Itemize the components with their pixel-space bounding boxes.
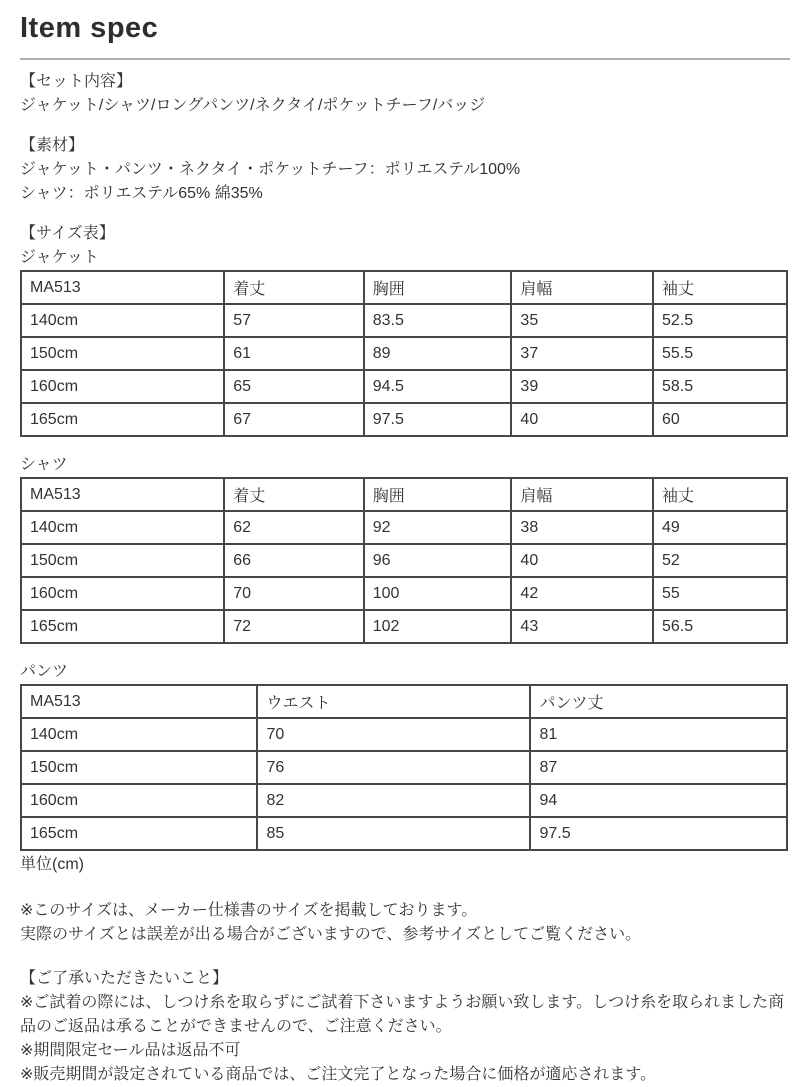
materials-line-main: ジャケット・パンツ・ネクタイ・ポケットチーフ：ポリエステル100% xyxy=(20,161,521,178)
table-row xyxy=(21,511,787,544)
table-cell: 83.5 xyxy=(364,304,512,337)
size-chart-heading: 【サイズ表】 xyxy=(20,225,115,242)
table-cell: 70 xyxy=(224,577,363,610)
column-header: MA513 xyxy=(21,478,224,511)
table-cell: 150cm xyxy=(21,337,224,370)
table-cell: 76 xyxy=(257,751,530,784)
size-chart-section xyxy=(20,222,790,877)
notice-line-fitting: ※ご試着の際には、しつけ糸を取らずにご試着下さいますようお願い致します。しつけ糸を取られました商品のご返品は承ることができませんので、ご注意ください。 xyxy=(20,994,785,1035)
materials-heading: 【素材】 xyxy=(20,137,85,154)
shirt-size-table xyxy=(20,477,788,644)
table-cell: 52 xyxy=(653,544,787,577)
title-divider xyxy=(20,58,790,60)
table-cell: 160cm xyxy=(21,577,224,610)
table-cell: 89 xyxy=(364,337,512,370)
table-cell: 165cm xyxy=(21,610,224,643)
column-header: 着丈 xyxy=(224,271,363,304)
table-row xyxy=(21,403,787,436)
notice-section xyxy=(20,967,790,1087)
table-header-row xyxy=(21,478,787,511)
table-row xyxy=(21,817,787,850)
column-header: パンツ丈 xyxy=(530,685,787,718)
column-header: ウエスト xyxy=(257,685,530,718)
table-cell: 61 xyxy=(224,337,363,370)
table-cell: 40 xyxy=(511,403,653,436)
table-cell: 87 xyxy=(530,751,787,784)
column-header: 胸囲 xyxy=(364,478,512,511)
table-cell: 55.5 xyxy=(653,337,787,370)
table-cell: 57 xyxy=(224,304,363,337)
column-header: 袖丈 xyxy=(653,478,787,511)
table-cell: 92 xyxy=(364,511,512,544)
table-cell: 165cm xyxy=(21,817,257,850)
table-cell: 42 xyxy=(511,577,653,610)
column-header: 袖丈 xyxy=(653,271,787,304)
table-cell: 160cm xyxy=(21,370,224,403)
jacket-size-table xyxy=(20,270,788,437)
table-cell: 72 xyxy=(224,610,363,643)
table-cell: 43 xyxy=(511,610,653,643)
table-cell: 140cm xyxy=(21,718,257,751)
table-header-row xyxy=(21,685,787,718)
set-contents-body: ジャケット/シャツ/ロングパンツ/ネクタイ/ポケットチーフ/バッジ xyxy=(20,97,486,114)
table-cell: 94 xyxy=(530,784,787,817)
jacket-table-label: ジャケット xyxy=(20,249,99,266)
table-cell: 140cm xyxy=(21,304,224,337)
table-cell: 38 xyxy=(511,511,653,544)
column-header: 肩幅 xyxy=(511,271,653,304)
table-cell: 96 xyxy=(364,544,512,577)
shirt-table-label: シャツ xyxy=(20,456,68,473)
table-cell: 40 xyxy=(511,544,653,577)
pants-size-table xyxy=(20,684,788,851)
table-row xyxy=(21,784,787,817)
column-header: MA513 xyxy=(21,271,224,304)
table-cell: 97.5 xyxy=(530,817,787,850)
table-cell: 67 xyxy=(224,403,363,436)
pants-table-label: パンツ xyxy=(20,663,69,680)
table-cell: 35 xyxy=(511,304,653,337)
table-cell: 160cm xyxy=(21,784,257,817)
column-header: 着丈 xyxy=(224,478,363,511)
column-header: MA513 xyxy=(21,685,257,718)
table-cell: 150cm xyxy=(21,751,257,784)
notice-line-price: ※販売期間が設定されている商品では、ご注文完了となった場合に価格が適応されます。 xyxy=(20,1066,657,1083)
notice-line-sale: ※期間限定セール品は返品不可 xyxy=(20,1042,241,1059)
table-row xyxy=(21,577,787,610)
table-row xyxy=(21,718,787,751)
table-cell: 66 xyxy=(224,544,363,577)
table-cell: 94.5 xyxy=(364,370,512,403)
table-header-row xyxy=(21,271,787,304)
table-cell: 49 xyxy=(653,511,787,544)
size-note-section xyxy=(20,899,790,947)
table-cell: 70 xyxy=(257,718,530,751)
size-note-line-1: ※このサイズは、メーカー仕様書のサイズを掲載しております。 xyxy=(20,902,478,919)
set-contents-heading: 【セット内容】 xyxy=(20,73,133,90)
page-title: Item spec xyxy=(20,12,159,44)
table-cell: 62 xyxy=(224,511,363,544)
table-cell: 102 xyxy=(364,610,512,643)
materials-line-shirt: シャツ：ポリエステル65% 綿35% xyxy=(20,185,263,202)
table-cell: 100 xyxy=(364,577,512,610)
table-cell: 60 xyxy=(653,403,787,436)
table-cell: 39 xyxy=(511,370,653,403)
table-row xyxy=(21,304,787,337)
table-cell: 37 xyxy=(511,337,653,370)
table-cell: 81 xyxy=(530,718,787,751)
table-row xyxy=(21,544,787,577)
table-cell: 85 xyxy=(257,817,530,850)
notice-heading: 【ご了承いただきたいこと】 xyxy=(20,970,229,987)
column-header: 胸囲 xyxy=(364,271,512,304)
table-cell: 150cm xyxy=(21,544,224,577)
unit-note: 単位(cm) xyxy=(20,856,84,873)
set-contents-section xyxy=(20,70,790,118)
table-cell: 65 xyxy=(224,370,363,403)
table-row xyxy=(21,610,787,643)
table-row xyxy=(21,337,787,370)
table-cell: 55 xyxy=(653,577,787,610)
table-cell: 140cm xyxy=(21,511,224,544)
column-header: 肩幅 xyxy=(511,478,653,511)
table-cell: 82 xyxy=(257,784,530,817)
table-cell: 165cm xyxy=(21,403,224,436)
materials-section xyxy=(20,134,790,206)
table-row xyxy=(21,370,787,403)
table-cell: 56.5 xyxy=(653,610,787,643)
table-cell: 52.5 xyxy=(653,304,787,337)
size-note-line-2: 実際のサイズとは誤差が出る場合がございますので、参考サイズとしてご覧ください。 xyxy=(20,926,642,943)
table-row xyxy=(21,751,787,784)
table-cell: 58.5 xyxy=(653,370,787,403)
table-cell: 97.5 xyxy=(364,403,512,436)
